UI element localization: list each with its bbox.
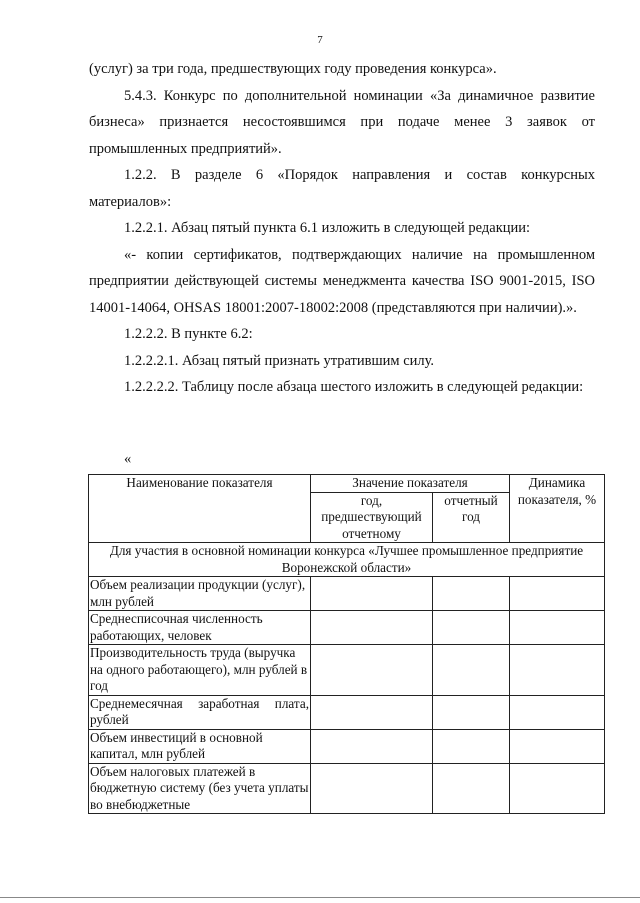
opening-quote-mark: « bbox=[124, 451, 132, 467]
row-label: Производительность труда (выручка на одного работающего), млн рублей в год bbox=[89, 645, 311, 696]
row-label: Среднемесячная заработная плата, рублей bbox=[90, 695, 309, 727]
table-header-row bbox=[89, 475, 605, 493]
row-label: Объем реализации продукции (услуг), млн рублей bbox=[89, 577, 311, 611]
indicators-table bbox=[88, 474, 605, 814]
header-indicator-name: Наименование показателя bbox=[89, 475, 311, 543]
paragraph-1-2-2-2: 1.2.2.2. В пункте 6.2: bbox=[124, 326, 253, 342]
table-cell bbox=[311, 577, 433, 611]
table-cell bbox=[510, 611, 605, 645]
table-cell bbox=[311, 729, 433, 763]
table-cell bbox=[510, 577, 605, 611]
header-indicator-value: Значение показателя bbox=[311, 475, 510, 493]
table-cell bbox=[433, 695, 510, 729]
section-title: Для участия в основной номинации конкурса «Лучшее промышленное предприятие Воронежской области» bbox=[89, 543, 605, 577]
header-previous-year: год, предшествующий отчетному bbox=[311, 492, 433, 543]
paragraph-5-4-3: 5.4.3. Конкурс по дополнительной номинации «За динамичное развитие бизнеса» признается несостоявшимся при подаче менее 3 заявок от промышленных предприятий». bbox=[89, 87, 595, 157]
paragraph-1-2-2-2-2: 1.2.2.2.2. Таблицу после абзаца шестого изложить в следующей редакции: bbox=[124, 379, 584, 395]
table-row bbox=[89, 611, 605, 645]
row-label: Объем инвестиций в основной капитал, млн рублей bbox=[89, 729, 311, 763]
paragraph-1-2-2: 1.2.2. В разделе 6 «Порядок направления и состав конкурсных материалов»: bbox=[89, 167, 595, 210]
table-cell bbox=[311, 645, 433, 696]
table-cell bbox=[510, 763, 605, 814]
table-cell bbox=[433, 645, 510, 696]
table-row bbox=[89, 695, 605, 729]
table-cell bbox=[510, 729, 605, 763]
document-body bbox=[89, 56, 595, 401]
table-cell bbox=[311, 695, 433, 729]
table-cell bbox=[433, 729, 510, 763]
table-row bbox=[89, 645, 605, 696]
paragraph-1-2-2-1: 1.2.2.1. Абзац пятый пункта 6.1 изложить в следующей редакции: bbox=[124, 220, 531, 236]
table-row bbox=[89, 729, 605, 763]
table-section-row bbox=[89, 543, 605, 577]
header-report-year: отчетный год bbox=[433, 492, 510, 543]
table-cell bbox=[433, 763, 510, 814]
table-row bbox=[89, 763, 605, 814]
row-label: Среднесписочная численность работающих, человек bbox=[89, 611, 311, 645]
table-cell bbox=[311, 763, 433, 814]
table-cell bbox=[433, 611, 510, 645]
header-dynamics: Динамика показателя, % bbox=[510, 475, 605, 543]
paragraph-continuation: (услуг) за три года, предшествующих году проведения конкурса». bbox=[89, 61, 497, 77]
page-bottom-edge bbox=[0, 897, 640, 898]
table-cell bbox=[510, 645, 605, 696]
paragraph-certificates-quote: «- копии сертификатов, подтверждающих наличие на промышленном предприятии действующей системы менеджмента качества ISO 9001-2015, ISO 14001-14064, OHSAS 18001:2007-18002:2008 (представляются при наличии).». bbox=[89, 246, 595, 316]
page-number: 7 bbox=[317, 34, 323, 46]
row-label: Объем налоговых платежей в бюджетную систему (без учета уплаты во внебюджетные bbox=[90, 763, 309, 812]
table-cell bbox=[510, 695, 605, 729]
table-cell bbox=[311, 611, 433, 645]
table-cell bbox=[433, 577, 510, 611]
paragraph-1-2-2-2-1: 1.2.2.2.1. Абзац пятый признать утратившим силу. bbox=[124, 352, 435, 369]
table-row bbox=[89, 577, 605, 611]
